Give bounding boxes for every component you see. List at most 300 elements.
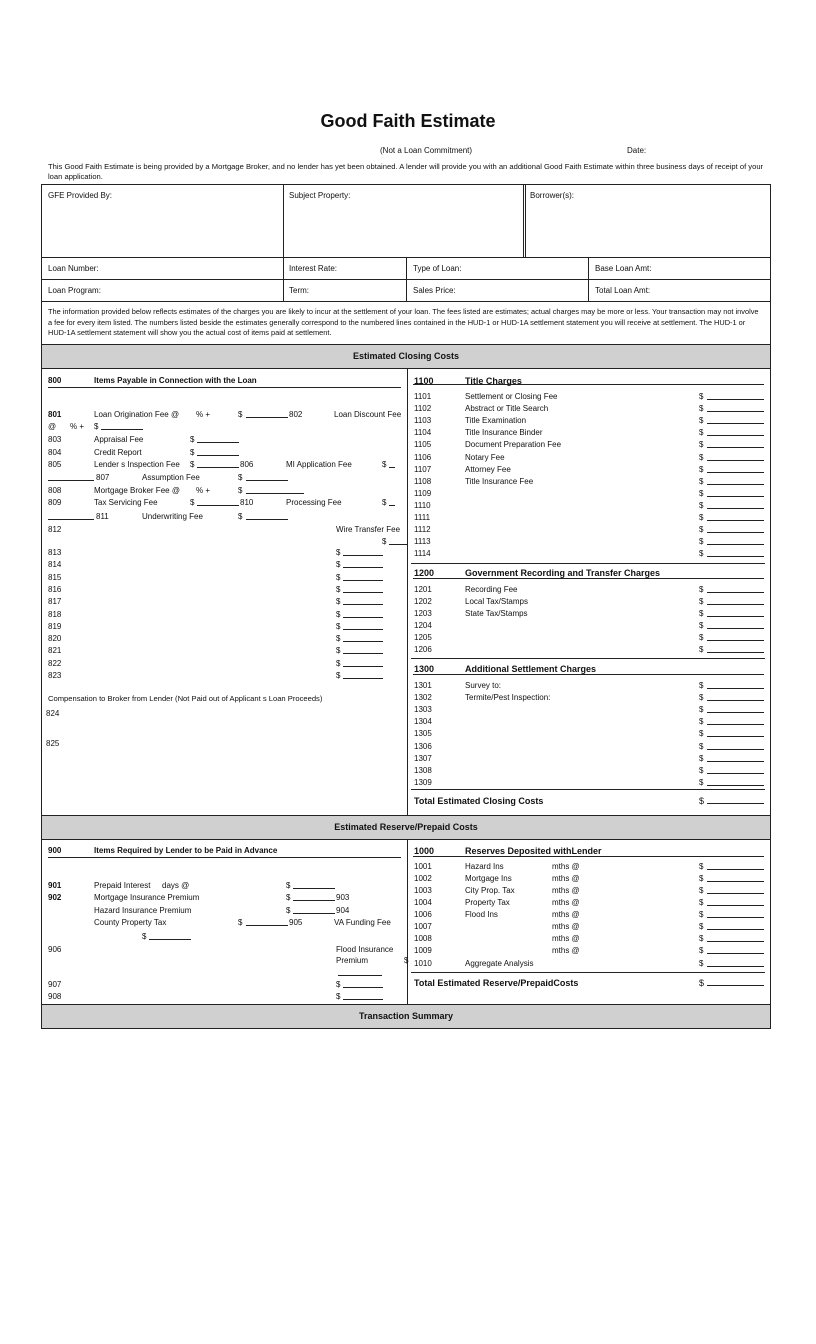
- dollar-sign: $: [699, 705, 704, 715]
- amount-field[interactable]: [343, 572, 383, 581]
- line-num: 1309: [414, 777, 432, 787]
- line-label: Credit Report: [94, 448, 142, 457]
- line-num: 1004: [414, 898, 432, 907]
- dollar-sign: $: [286, 881, 291, 890]
- total-closing-costs-label: Total Estimated Closing Costs: [414, 796, 544, 806]
- amount-field[interactable]: [707, 403, 764, 412]
- line-num: 813: [48, 548, 62, 557]
- line-num: 1114: [414, 549, 431, 559]
- line-label: Attorney Fee: [465, 464, 511, 474]
- transaction-summary-band: Transaction Summary: [42, 1004, 770, 1029]
- line-num: 821: [48, 646, 62, 656]
- line-num: 1112: [414, 525, 431, 535]
- amount-field[interactable]: [707, 476, 764, 485]
- dollar-sign: $: [699, 585, 704, 594]
- dollar-sign: $: [238, 486, 243, 495]
- line-label: Abstract or Title Search: [465, 404, 549, 414]
- line-label: Recording Fee: [465, 585, 518, 594]
- dollar-sign: $: [94, 422, 99, 431]
- amount-field[interactable]: [707, 897, 764, 906]
- dollar-sign: $: [336, 621, 341, 631]
- section-900-title: Items Required by Lender to be Paid in Advance: [94, 846, 278, 855]
- line-num: 1206: [414, 645, 432, 654]
- line-num: 1002: [414, 874, 432, 883]
- dollar-sign: $: [382, 460, 387, 469]
- amount-field[interactable]: [707, 415, 764, 424]
- line-label: County Property Tax: [94, 918, 167, 927]
- line-label: Prepaid Interest: [94, 881, 151, 890]
- line-num: 1106: [414, 452, 432, 462]
- dollar-sign: $: [699, 777, 704, 787]
- line-num: 819: [48, 621, 62, 631]
- amount-field[interactable]: [48, 472, 94, 481]
- section-800-title: Items Payable in Connection with the Loan: [94, 376, 257, 385]
- amount-field[interactable]: [293, 880, 335, 889]
- dollar-sign: $: [336, 980, 341, 989]
- line-num: 1303: [414, 705, 432, 715]
- mths-text: mths @: [552, 934, 580, 943]
- line-num: 1308: [414, 765, 432, 775]
- line-label: Loan Discount Fee: [334, 410, 402, 419]
- line-num: 815: [48, 572, 62, 582]
- intro-text: This Good Faith Estimate is being provided by a Mortgage Broker, and no lender has yet been obtained. A lender will provide you with an additional Good Faith Estimate within three business days of receipt of your loan application.: [48, 162, 764, 181]
- line-label: Assumption Fee: [142, 473, 200, 482]
- dollar-sign: $: [699, 513, 704, 522]
- dollar-sign: $: [699, 428, 704, 438]
- line-num: 806: [240, 460, 254, 469]
- dollar-sign: $: [699, 404, 704, 414]
- line-num: 907: [48, 980, 62, 989]
- loan-program-label: Loan Program:: [48, 286, 101, 295]
- commitment-note: (Not a Loan Commitment): [380, 146, 473, 155]
- line-num: 1001: [414, 862, 432, 871]
- line-num: 818: [48, 609, 62, 619]
- line-label: MI Application Fee: [286, 460, 352, 469]
- dollar-sign: $: [699, 597, 704, 606]
- line-num: 807: [96, 473, 110, 482]
- section-1200-title: Government Recording and Transfer Charges: [465, 568, 661, 578]
- amount-field[interactable]: [707, 512, 764, 521]
- line-num: 824: [46, 709, 60, 718]
- line-num: 1201: [414, 585, 432, 594]
- line-num: 825: [46, 739, 60, 748]
- dollar-sign: $: [336, 658, 341, 668]
- amount-field[interactable]: [707, 692, 764, 701]
- dollar-sign: $: [336, 548, 341, 557]
- line-label: Title Insurance Binder: [465, 428, 543, 438]
- mths-text: mths @: [552, 886, 580, 895]
- line-label: Document Preparation Fee: [465, 440, 562, 450]
- mths-text: mths @: [552, 874, 580, 883]
- amount-field[interactable]: [707, 391, 764, 400]
- amount-field[interactable]: [343, 658, 383, 667]
- total-reserve-label: Total Estimated Reserve/PrepaidCosts: [414, 978, 579, 988]
- line-num: 1204: [414, 621, 432, 630]
- section-1000-code: 1000: [414, 846, 435, 856]
- line-num: 1108: [414, 476, 432, 486]
- mths-text: mths @: [552, 946, 580, 955]
- dollar-sign: $: [238, 473, 243, 482]
- mths-text: mths @: [552, 922, 580, 931]
- amount-field[interactable]: [293, 905, 335, 914]
- line-label: Tax Servicing Fee: [94, 498, 158, 507]
- dollar-sign: $: [699, 645, 704, 654]
- mths-text: mths @: [552, 910, 580, 919]
- dollar-sign: $: [190, 435, 195, 444]
- dollar-sign: $: [336, 634, 341, 644]
- line-num: 903: [336, 893, 350, 902]
- line-num: 820: [48, 634, 62, 644]
- amount-field[interactable]: [389, 536, 407, 545]
- dollar-sign: $: [336, 584, 341, 594]
- dollar-sign: $: [336, 572, 341, 582]
- dollar-sign: $: [699, 934, 704, 943]
- dollar-sign: $: [699, 862, 704, 871]
- dollar-sign: $: [699, 681, 704, 690]
- section-1100-title: Title Charges: [465, 376, 522, 386]
- amount-field[interactable]: [707, 765, 764, 774]
- line-num: 810: [240, 498, 254, 507]
- line-num: 1009: [414, 946, 432, 955]
- amount-field[interactable]: [101, 421, 143, 430]
- amount-field[interactable]: [707, 873, 764, 882]
- line-label: VA Funding Fee: [334, 918, 391, 927]
- line-label: Wire Transfer Fee: [336, 525, 401, 534]
- dollar-sign: $: [699, 765, 704, 775]
- amount-field[interactable]: [389, 459, 395, 468]
- dollar-sign: $: [238, 512, 243, 521]
- term-label: Term:: [289, 286, 309, 295]
- total-loan-amt-label: Total Loan Amt:: [595, 286, 651, 295]
- closing-costs-band: Estimated Closing Costs: [42, 344, 770, 369]
- amount-field[interactable]: [246, 409, 288, 418]
- line-num: 1305: [414, 729, 432, 739]
- line-num: 822: [48, 658, 62, 668]
- dollar-sign: $: [699, 488, 704, 498]
- amount-field[interactable]: [343, 633, 383, 642]
- borrowers-label: Borrower(s):: [530, 191, 575, 200]
- at-text: @: [48, 422, 57, 431]
- line-label: Hazard Ins: [465, 862, 504, 871]
- amount-field[interactable]: [149, 931, 191, 940]
- amount-field[interactable]: [707, 464, 764, 473]
- amount-field[interactable]: [707, 704, 764, 713]
- dollar-sign: $: [699, 729, 704, 739]
- dollar-sign: $: [699, 910, 704, 919]
- section-1200-code: 1200: [414, 568, 435, 578]
- dollar-sign: $: [699, 440, 704, 450]
- reserve-costs-band: Estimated Reserve/Prepaid Costs: [42, 815, 770, 840]
- dollar-sign: $: [699, 753, 704, 763]
- line-num: 908: [48, 992, 62, 1001]
- amount-field[interactable]: [707, 921, 764, 930]
- dollar-sign: $: [336, 597, 341, 607]
- line-num: 1008: [414, 934, 432, 943]
- line-num: 1104: [414, 428, 432, 438]
- amount-field[interactable]: [707, 524, 764, 533]
- line-num: 804: [48, 448, 62, 457]
- dollar-sign: $: [699, 476, 704, 486]
- line-label: Property Tax: [465, 898, 510, 907]
- line-num: 1102: [414, 404, 432, 414]
- line-label: Appraisal Fee: [94, 435, 144, 444]
- section-800-code: 800: [48, 376, 62, 385]
- dollar-sign: $: [699, 693, 704, 703]
- amount-field[interactable]: [707, 608, 764, 617]
- line-label: Title Insurance Fee: [465, 476, 534, 486]
- dollar-sign: $: [699, 886, 704, 895]
- dollar-sign: $: [699, 874, 704, 883]
- amount-field[interactable]: [707, 427, 764, 436]
- section-1300-title: Additional Settlement Charges: [465, 664, 597, 674]
- dollar-sign: $: [699, 609, 704, 618]
- line-num: 817: [48, 597, 62, 607]
- amount-field[interactable]: [707, 753, 764, 762]
- total-reserve-field[interactable]: [707, 977, 764, 986]
- line-num: 811: [96, 512, 109, 521]
- amount-field[interactable]: [707, 596, 764, 605]
- line-num: 1110: [414, 500, 431, 510]
- dollar-sign: $: [699, 717, 704, 727]
- amount-field[interactable]: [707, 958, 764, 967]
- amount-field[interactable]: [343, 621, 383, 630]
- amount-field[interactable]: [246, 485, 304, 494]
- dollar-sign: $: [699, 537, 704, 547]
- total-closing-costs-field[interactable]: [707, 795, 764, 804]
- amount-field[interactable]: [707, 861, 764, 870]
- dollar-sign: $: [382, 498, 387, 507]
- line-num: 1109: [414, 488, 432, 498]
- amount-field[interactable]: [197, 497, 239, 506]
- dollar-sign: $: [699, 525, 704, 535]
- amount-field[interactable]: [338, 967, 382, 976]
- line-num: 902: [48, 893, 62, 902]
- disclaimer-text: The information provided below reflects estimates of the charges you are likely to incur at the settlement of your loan. The fees listed are estimates; actual charges may be more or less. Your transaction may not involve a fee for every item listed. The numbers listed beside the estimates generally correspond to the numbered lines contained in the HUD-1 or HUD-1A settlement statement you will receive at settlement. The HUD-1 or HUD-1A settlement statement will show you the actual cost of items paid at settlement.: [48, 307, 759, 337]
- amount-field[interactable]: [707, 632, 764, 641]
- dollar-sign: $: [699, 621, 704, 630]
- amount-field[interactable]: [246, 511, 288, 520]
- line-label: City Prop. Tax: [465, 886, 515, 895]
- amount-field[interactable]: [246, 472, 288, 481]
- line-num: 816: [48, 584, 62, 594]
- line-num: 805: [48, 460, 62, 469]
- line-label: Processing Fee: [286, 498, 342, 507]
- amount-field[interactable]: [707, 488, 764, 497]
- section-1100-code: 1100: [414, 376, 434, 386]
- line-label: Flood Insurance: [336, 945, 394, 954]
- sales-price-label: Sales Price:: [413, 286, 456, 295]
- dollar-sign: $: [336, 992, 341, 1001]
- line-label: Underwriting Fee: [142, 512, 203, 521]
- amount-field[interactable]: [197, 434, 239, 443]
- line-num: 801: [48, 410, 62, 419]
- mths-text: mths @: [552, 862, 580, 871]
- dollar-sign: $: [404, 956, 409, 965]
- line-label: Premium: [336, 956, 369, 965]
- date-label: Date:: [627, 146, 647, 155]
- amount-field[interactable]: [343, 547, 383, 556]
- amount-field[interactable]: [707, 909, 764, 918]
- line-num: 809: [48, 498, 62, 507]
- line-num: 1302: [414, 693, 432, 703]
- line-num: 904: [336, 906, 350, 915]
- amount-field[interactable]: [343, 645, 383, 654]
- line-num: 1306: [414, 741, 432, 751]
- line-num: 823: [48, 671, 62, 680]
- dollar-sign: $: [699, 464, 704, 474]
- pct-text: % +: [70, 422, 85, 431]
- amount-field[interactable]: [343, 991, 383, 1000]
- line-num: 814: [48, 560, 62, 570]
- line-num: 1010: [414, 959, 432, 968]
- dollar-sign: $: [142, 932, 147, 941]
- line-num: 906: [48, 945, 62, 954]
- gfe-provided-by-label: GFE Provided By:: [48, 191, 113, 200]
- amount-field[interactable]: [707, 452, 764, 461]
- dollar-sign: $: [699, 978, 705, 988]
- dollar-sign: $: [238, 410, 243, 419]
- amount-field[interactable]: [707, 933, 764, 942]
- dollar-sign: $: [699, 946, 704, 955]
- amount-field[interactable]: [707, 536, 764, 545]
- dollar-sign: $: [699, 898, 704, 907]
- dollar-sign: $: [336, 560, 341, 570]
- line-label: Termite/Pest Inspection:: [465, 693, 551, 703]
- amount-field[interactable]: [343, 979, 383, 988]
- line-num: 1007: [414, 922, 432, 931]
- dollar-sign: $: [699, 959, 704, 968]
- amount-field[interactable]: [707, 584, 764, 593]
- line-num: 1205: [414, 633, 432, 642]
- subject-property-label: Subject Property:: [289, 191, 351, 200]
- dollar-sign: $: [699, 796, 705, 806]
- dollar-sign: $: [286, 893, 291, 902]
- days-text: days @: [162, 881, 190, 890]
- dollar-sign: $: [336, 609, 341, 619]
- line-num: 1301: [414, 681, 432, 690]
- amount-field[interactable]: [343, 609, 383, 618]
- line-num: 802: [289, 410, 303, 419]
- line-num: 1101: [414, 392, 432, 401]
- pct-text: % +: [196, 410, 211, 419]
- dollar-sign: $: [336, 646, 341, 656]
- dollar-sign: $: [190, 498, 195, 507]
- line-num: 808: [48, 486, 62, 495]
- line-num: 1111: [414, 513, 431, 522]
- line-num: 812: [48, 525, 62, 534]
- dollar-sign: $: [190, 460, 195, 469]
- amount-field[interactable]: [707, 644, 764, 653]
- line-label: State Tax/Stamps: [465, 609, 528, 618]
- amount-field[interactable]: [707, 680, 764, 689]
- line-label: Mortgage Insurance Premium: [94, 893, 200, 902]
- page-title: Good Faith Estimate: [320, 111, 496, 131]
- dollar-sign: $: [382, 537, 387, 546]
- compensation-label: Compensation to Broker from Lender (Not Paid out of Applicant s Loan Proceeds): [48, 694, 323, 703]
- dollar-sign: $: [699, 633, 704, 642]
- amount-field[interactable]: [343, 596, 383, 605]
- pct-text: % +: [196, 486, 211, 495]
- line-label: Hazard Insurance Premium: [94, 906, 192, 915]
- amount-field[interactable]: [293, 892, 335, 901]
- line-num: 1006: [414, 910, 432, 919]
- amount-field[interactable]: [197, 447, 239, 456]
- dollar-sign: $: [286, 906, 291, 915]
- line-label: Mortgage Ins: [465, 874, 512, 883]
- line-num: 1107: [414, 464, 432, 474]
- line-label: Settlement or Closing Fee: [465, 392, 558, 401]
- dollar-sign: $: [699, 922, 704, 931]
- line-label: Title Examination: [465, 416, 527, 426]
- amount-field[interactable]: [707, 548, 764, 557]
- amount-field[interactable]: [343, 559, 383, 568]
- line-label: Local Tax/Stamps: [465, 597, 528, 606]
- mths-text: mths @: [552, 898, 580, 907]
- line-label: Flood Ins: [465, 910, 498, 919]
- amount-field[interactable]: [707, 945, 764, 954]
- dollar-sign: $: [699, 416, 704, 426]
- interest-rate-label: Interest Rate:: [289, 264, 338, 273]
- line-num: 1103: [414, 416, 432, 426]
- amount-field[interactable]: [197, 459, 239, 468]
- line-num: 1105: [414, 440, 432, 450]
- dollar-sign: $: [336, 671, 341, 680]
- amount-field[interactable]: [707, 620, 764, 629]
- section-1300-code: 1300: [414, 664, 435, 674]
- amount-field[interactable]: [389, 497, 395, 506]
- dollar-sign: $: [699, 500, 704, 510]
- line-num: 1203: [414, 609, 432, 618]
- line-label: Lender s Inspection Fee: [94, 460, 180, 469]
- amount-field[interactable]: [343, 670, 383, 679]
- line-num: 905: [289, 918, 303, 927]
- line-label: Notary Fee: [465, 452, 505, 462]
- section-900-code: 900: [48, 846, 62, 855]
- amount-field[interactable]: [707, 777, 764, 786]
- base-loan-amt-label: Base Loan Amt:: [595, 264, 652, 273]
- dollar-sign: $: [699, 392, 704, 401]
- dollar-sign: $: [699, 549, 704, 559]
- type-of-loan-label: Type of Loan:: [413, 264, 462, 273]
- line-label: Mortgage Broker Fee @: [94, 486, 180, 495]
- line-num: 1202: [414, 597, 432, 606]
- line-num: 803: [48, 435, 62, 444]
- line-label: Loan Origination Fee @: [94, 410, 180, 419]
- amount-field[interactable]: [343, 584, 383, 593]
- amount-field[interactable]: [246, 917, 288, 926]
- dollar-sign: $: [190, 448, 195, 457]
- section-1000-title: Reserves Deposited withLender: [465, 846, 602, 856]
- line-label: Survey to:: [465, 681, 502, 690]
- amount-field[interactable]: [707, 500, 764, 509]
- amount-field[interactable]: [48, 511, 94, 520]
- dollar-sign: $: [699, 741, 704, 751]
- loan-number-label: Loan Number:: [48, 264, 99, 273]
- line-num: 1307: [414, 753, 432, 763]
- dollar-sign: $: [238, 918, 243, 927]
- amount-field[interactable]: [707, 716, 764, 725]
- line-label: Aggregate Analysis: [465, 959, 534, 968]
- line-num: 901: [48, 881, 62, 890]
- line-num: 1003: [414, 886, 432, 895]
- line-num: 1113: [414, 537, 431, 547]
- amount-field[interactable]: [707, 741, 764, 750]
- amount-field[interactable]: [707, 439, 764, 448]
- dollar-sign: $: [699, 452, 704, 462]
- line-num: 1304: [414, 717, 432, 727]
- amount-field[interactable]: [707, 728, 764, 737]
- amount-field[interactable]: [707, 885, 764, 894]
